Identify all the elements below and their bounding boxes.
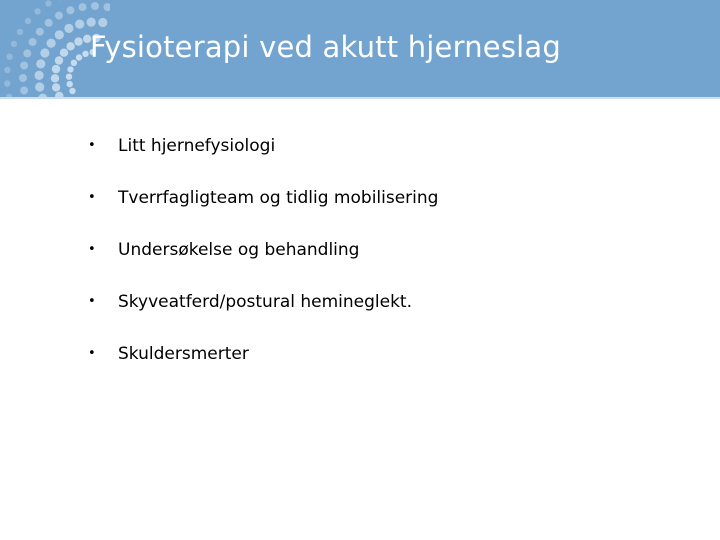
bullet-text: Litt hjernefysiologi [118,136,276,156]
pattern-dot [55,92,63,97]
pattern-dot [35,82,44,91]
bullet-list [88,132,438,392]
pattern-dot [52,83,60,91]
pattern-dot [45,19,53,27]
pattern-dot [6,94,12,97]
pattern-dot [40,48,49,57]
bullet-marker: • [88,190,96,205]
pattern-dot [87,18,96,27]
pattern-dot [29,38,37,46]
pattern-dot [19,74,27,82]
slide-title: Fysioterapi ved akutt hjerneslag [90,30,561,64]
pattern-dot [36,28,44,36]
pattern-dot [35,71,44,80]
pattern-dot [25,18,31,24]
pattern-dot [55,56,63,64]
pattern-dot [52,65,60,73]
pattern-dot [55,30,64,39]
bullet-marker: • [88,294,96,309]
pattern-dot [55,12,63,20]
pattern-dot [47,39,56,48]
bullet-item [88,132,438,184]
pattern-dot [38,94,47,97]
pattern-dot [98,18,107,27]
bullet-item [88,340,438,392]
pattern-dot [45,0,51,6]
pattern-dot [60,49,68,57]
pattern-dot [51,74,59,82]
pattern-dot [23,49,31,57]
bullet-marker: • [88,138,96,153]
pattern-dot [66,74,72,80]
pattern-dot [36,59,45,68]
bullet-marker: • [88,346,96,361]
pattern-dot [82,51,88,57]
pattern-dot [20,62,28,70]
bullet-text: Skyveatferd/postural hemineglekt. [118,292,413,312]
pattern-dot [71,60,77,66]
pattern-dot [67,66,73,72]
pattern-dot [34,8,40,14]
pattern-dot [17,29,23,35]
pattern-dot [74,37,82,45]
pattern-dot [76,54,82,60]
pattern-dot [64,24,73,33]
bullet-item [88,184,438,236]
bullet-text: Undersøkelse og behandling [118,240,360,260]
bullet-item [88,236,438,288]
pattern-dot [91,2,99,10]
pattern-dot [79,3,87,11]
pattern-dot [20,87,28,95]
pattern-dot [69,88,75,94]
bullet-text: Skuldersmerter [118,344,249,364]
bullet-text: Tverrfagligteam og tidlig mobilisering [118,188,439,208]
bullet-marker: • [88,242,96,257]
pattern-dot [11,41,17,47]
pattern-dot [104,3,111,11]
pattern-dot [4,67,10,73]
pattern-dot [66,6,74,14]
pattern-dot [6,54,12,60]
pattern-dot [67,81,73,87]
bullet-item [88,288,438,340]
slide-header [0,0,720,99]
pattern-dot [75,20,84,29]
pattern-dot [4,80,10,86]
pattern-dot [66,42,74,50]
